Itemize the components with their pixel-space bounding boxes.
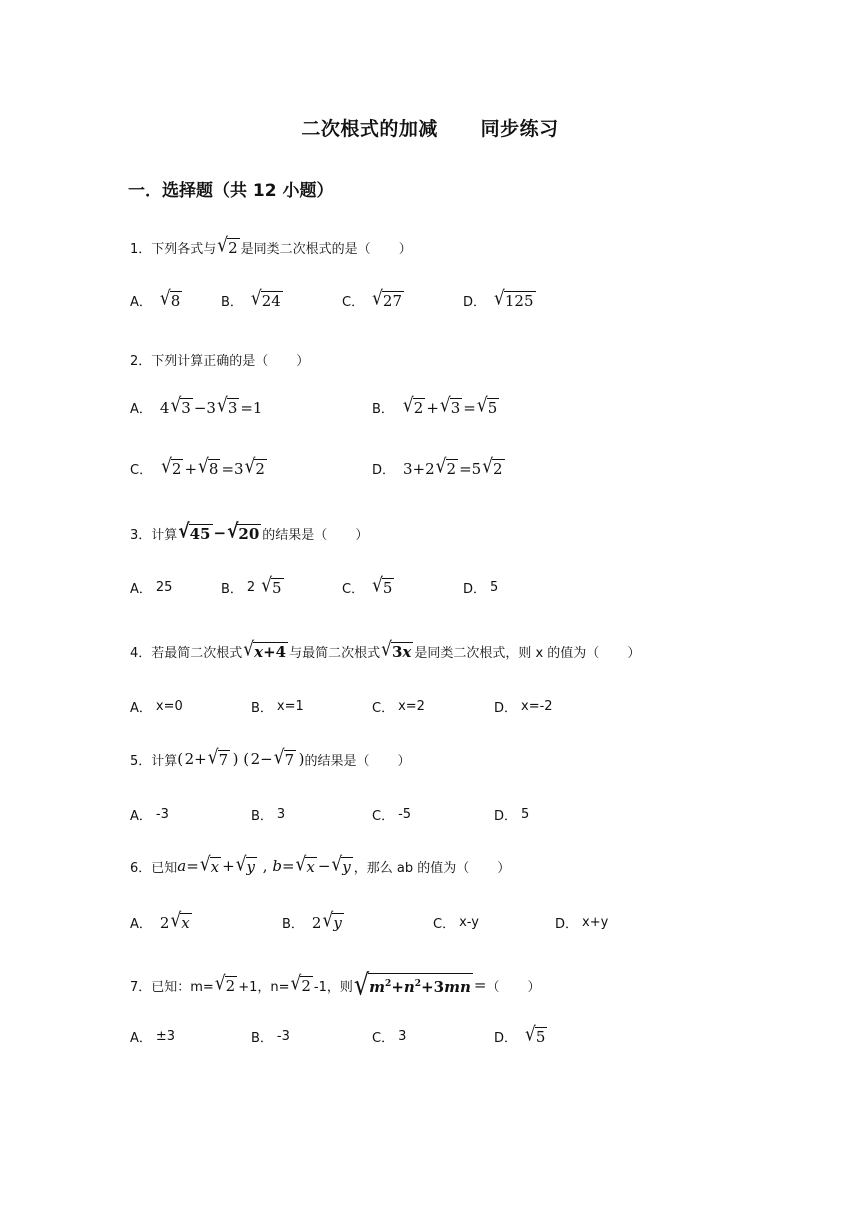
- sqrt-24-expr: √ 24: [250, 287, 281, 311]
- q5-option-d[interactable]: [494, 805, 529, 824]
- question-1: [130, 232, 412, 262]
- option-value: x=2: [398, 699, 425, 714]
- q4-option-b[interactable]: [251, 697, 304, 716]
- q1-option-b[interactable]: [221, 287, 284, 311]
- q5-option-b[interactable]: [251, 805, 285, 824]
- option-value: 25: [155, 580, 173, 595]
- option-label: D．: [555, 917, 579, 932]
- q6-option-b[interactable]: [282, 909, 345, 933]
- option-label: A．: [130, 809, 152, 824]
- q4-middle: 与最简二次根式: [289, 645, 381, 661]
- option-label: C．: [342, 582, 365, 597]
- q4-option-a[interactable]: [130, 697, 183, 716]
- option-value: x=0: [155, 699, 183, 714]
- q4-suffix: 是同类二次根式，则 x 的值为（: [414, 645, 600, 661]
- question-5: [130, 744, 411, 774]
- q7-suffix: （: [486, 979, 500, 995]
- option-label: A．: [130, 582, 152, 597]
- section-heading: 一．选择题（共 12 小题）: [128, 181, 334, 201]
- option-label: A．: [130, 402, 152, 417]
- option-label: C．: [342, 295, 365, 310]
- sqrt-5-expr: √ 5: [525, 1023, 546, 1047]
- option-value: -3: [276, 1029, 290, 1044]
- q1-option-d[interactable]: [463, 287, 537, 311]
- option-label: B．: [221, 582, 243, 597]
- option-value: -3: [155, 807, 169, 822]
- option-label: A．: [130, 295, 152, 310]
- q4-close: ）: [627, 645, 641, 661]
- option-label: D．: [494, 701, 518, 716]
- q3-option-a[interactable]: [130, 578, 172, 597]
- q7-big-radical: √ $m^2+n^2+3mn$: [353, 968, 471, 1002]
- option-value: -5: [398, 807, 412, 822]
- q6-prefix: 6．已知: [130, 860, 178, 876]
- q6-a-formula: 2 √ x: [159, 909, 190, 933]
- option-label: B．: [251, 809, 273, 824]
- option-label: D．: [372, 463, 396, 478]
- sqrt-8-expr: √ 8: [159, 287, 181, 311]
- q1-close: ）: [398, 241, 412, 257]
- q1-option-a[interactable]: [130, 287, 183, 311]
- q7-option-a[interactable]: [130, 1027, 175, 1046]
- sqrt-2-expr: √ 2: [217, 234, 238, 258]
- q5-prefix: 5．计算: [130, 753, 178, 769]
- sqrt-2-expr: √ 2: [290, 972, 311, 996]
- q2-close: ）: [296, 353, 310, 369]
- q7-option-b[interactable]: [251, 1027, 290, 1046]
- q7-option-c[interactable]: [372, 1027, 406, 1046]
- q7-close: ）: [527, 979, 541, 995]
- sqrt-3x-expr: √ 3x: [381, 638, 412, 662]
- option-value: x+y: [582, 915, 609, 930]
- option-value: 2: [246, 580, 256, 595]
- q5-formula: ( 2+ √ 7 ) ( 2− √ 7 ): [177, 746, 305, 770]
- option-label: A．: [130, 917, 152, 932]
- q4-prefix: 4．若最简二次根式: [130, 645, 243, 661]
- option-label: B．: [282, 917, 304, 932]
- option-label: C．: [372, 1031, 395, 1046]
- option-label: C．: [372, 809, 395, 824]
- option-value: x=1: [276, 699, 304, 714]
- q6-formula: a = √ x + √ y , b = √ x − √ y: [177, 853, 351, 877]
- q7-m-tail: +1，n=: [238, 979, 290, 995]
- q2-b-formula: √ 2 + √ 3 = √ 5: [402, 394, 498, 418]
- option-value: 3: [276, 807, 286, 822]
- sqrt-27-expr: √ 27: [372, 287, 403, 311]
- option-label: B．: [221, 295, 243, 310]
- option-label: B．: [372, 402, 394, 417]
- option-value: ±3: [155, 1029, 176, 1044]
- q6-suffix: ，那么 ab 的值为（: [353, 860, 470, 876]
- option-value: x-y: [459, 915, 479, 930]
- q2-c-formula: √ 2 + √ 8 =3 √ 2: [161, 455, 265, 479]
- q2-a-formula: 4 √ 3 −3 √ 3 =1: [159, 394, 263, 418]
- q3-option-b[interactable]: [221, 574, 285, 598]
- q6-close: ）: [497, 860, 511, 876]
- q3-suffix: 的结果是（: [262, 527, 328, 543]
- q6-option-c[interactable]: [433, 913, 479, 932]
- q7-option-d[interactable]: [494, 1023, 548, 1047]
- q3-prefix: 3．计算: [130, 527, 178, 543]
- sqrt-5-expr: √ 5: [372, 574, 393, 598]
- q2-option-c[interactable]: [130, 455, 268, 479]
- option-label: C．: [433, 917, 456, 932]
- option-label: B．: [251, 1031, 273, 1046]
- q3-close: ）: [355, 527, 369, 543]
- q7-prefix: 7．已知：m=: [130, 979, 214, 995]
- q6-option-a[interactable]: [130, 909, 193, 933]
- q7-n-tail: -1，则: [313, 979, 353, 995]
- sqrt-2-expr: √ 2: [214, 972, 236, 996]
- q6-b-formula: 2 √ y: [311, 909, 342, 933]
- option-label: D．: [463, 582, 487, 597]
- option-value: 3: [398, 1029, 407, 1044]
- option-value: 5: [521, 807, 530, 822]
- sqrt-125-expr: √ 125: [494, 287, 534, 311]
- q2-option-b[interactable]: [372, 394, 500, 418]
- question-2: [130, 344, 309, 374]
- q4-option-d[interactable]: [494, 697, 553, 716]
- sqrt-5-expr: √ 5: [261, 574, 282, 598]
- option-value: x=-2: [521, 699, 553, 714]
- q4-option-c[interactable]: [372, 697, 425, 716]
- q2-option-a[interactable]: [130, 394, 263, 418]
- q1-suffix: 是同类二次根式的是（: [240, 241, 371, 257]
- option-label: B．: [251, 701, 273, 716]
- option-label: C．: [130, 463, 153, 478]
- q5-option-c[interactable]: [372, 805, 411, 824]
- q2-d-formula: 3+2 √ 2 =5 √ 2: [403, 455, 503, 479]
- option-label: D．: [494, 1031, 518, 1046]
- option-label: A．: [130, 701, 152, 716]
- q2-text: 2．下列计算正确的是（: [130, 353, 269, 369]
- question-7: 7．已知：m= √ 2 +1，n= √ 2 -1，则 √ $m^2+n^2+3mn$ = （ ）: [130, 968, 541, 1002]
- q3-formula: √ 45 − √ 20: [178, 520, 260, 544]
- option-label: A．: [130, 1031, 152, 1046]
- q1-option-c[interactable]: [342, 287, 405, 311]
- q6-option-d[interactable]: [555, 913, 608, 932]
- sqrt-x-plus-4-expr: √ x+4: [243, 638, 287, 662]
- option-label: C．: [372, 701, 395, 716]
- option-value: 5: [490, 580, 499, 595]
- q3-option-c[interactable]: [342, 574, 395, 598]
- q5-suffix: 的结果是（: [304, 753, 370, 769]
- option-label: D．: [494, 809, 518, 824]
- q1-prefix: 1．下列各式与: [130, 241, 217, 257]
- q2-option-d[interactable]: [372, 455, 506, 479]
- question-3: [130, 518, 368, 548]
- q5-option-a[interactable]: [130, 805, 169, 824]
- option-label: D．: [463, 295, 487, 310]
- question-4: [130, 636, 640, 666]
- q5-close: ）: [397, 753, 411, 769]
- q3-option-d[interactable]: [463, 578, 498, 597]
- question-6: [130, 851, 510, 881]
- page-title: 二次根式的加减 同步练习: [301, 118, 559, 140]
